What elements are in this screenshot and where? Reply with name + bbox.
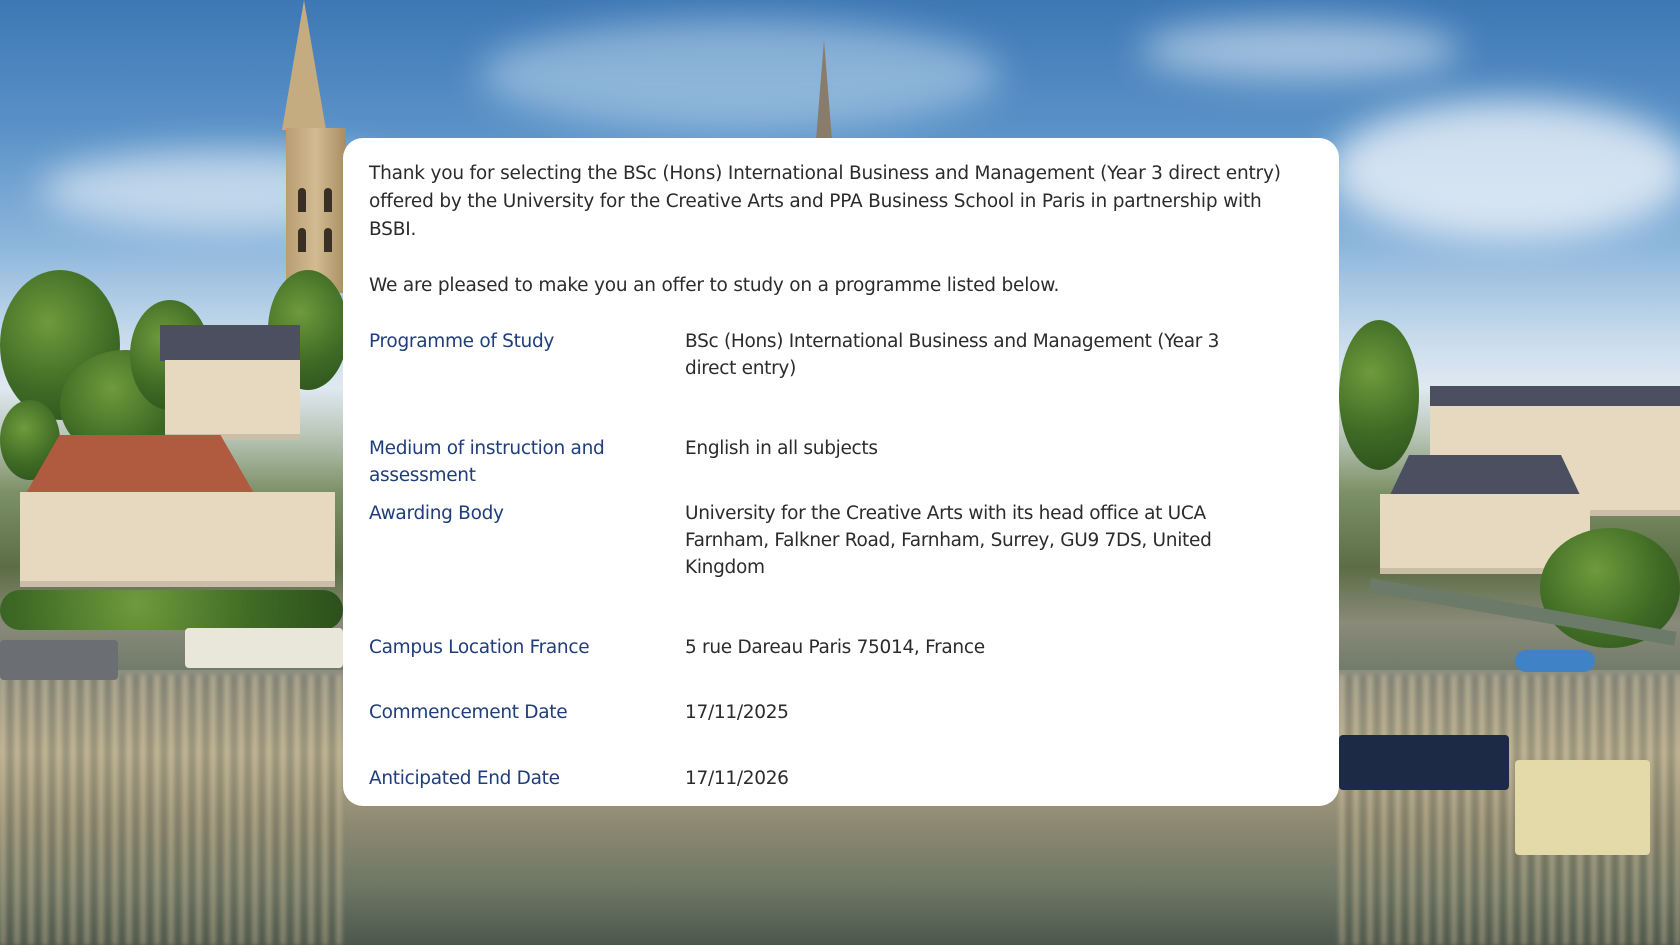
house-roof [25, 435, 255, 495]
detail-label: Programme of Study [369, 331, 555, 352]
detail-row-commencement [369, 699, 1289, 726]
house [20, 492, 335, 587]
detail-value: English in all subjects [685, 438, 878, 459]
church-spire [282, 0, 326, 130]
detail-row-awarding-body [369, 500, 1289, 581]
detail-label: Anticipated End Date [369, 768, 560, 789]
detail-row-campus [369, 634, 1289, 661]
house-roof [1390, 455, 1580, 495]
cloud [1330, 100, 1680, 240]
boat [185, 628, 343, 668]
cloud [1140, 20, 1460, 80]
hedge [0, 590, 343, 630]
detail-label: Awarding Body [369, 503, 504, 524]
detail-value: 5 rue Dareau Paris 75014, France [685, 637, 985, 658]
detail-value: University for the Creative Arts with its head office at UCA Farnham, Falkner Road, Farnham, Surrey, GU9 7DS, United Kingdom [685, 503, 1212, 578]
offer-text: We are pleased to make you an offer to study on a programme listed below. [369, 275, 1060, 296]
distant-spire [816, 40, 832, 140]
detail-value: 17/11/2026 [685, 768, 789, 789]
detail-label: Campus Location France [369, 637, 590, 658]
house-roof [160, 325, 300, 361]
detail-label: Medium of instruction and assessment [369, 438, 605, 486]
cloud [480, 20, 1000, 130]
car [1515, 650, 1595, 672]
house-roof [1430, 386, 1680, 408]
house [165, 360, 300, 440]
detail-label: Commencement Date [369, 702, 568, 723]
intro-text: Thank you for selecting the BSc (Hons) International Business and Management (Year 3 direct entry) offered by the University for the Creative Arts and PPA Business School in Paris in partnership with BSBI. [369, 163, 1281, 240]
reflection [0, 675, 343, 945]
detail-value: 17/11/2025 [685, 702, 789, 723]
offer-card [343, 138, 1339, 806]
tree [1339, 320, 1419, 470]
detail-value: BSc (Hons) International Business and Management (Year 3 direct entry) [685, 331, 1220, 379]
detail-row-programme [369, 328, 1289, 382]
boat [1515, 760, 1650, 855]
detail-row-end-date [369, 765, 1289, 792]
boat [1339, 735, 1509, 790]
church-tower [286, 128, 346, 293]
boat [0, 640, 118, 680]
detail-row-medium [369, 435, 1289, 489]
